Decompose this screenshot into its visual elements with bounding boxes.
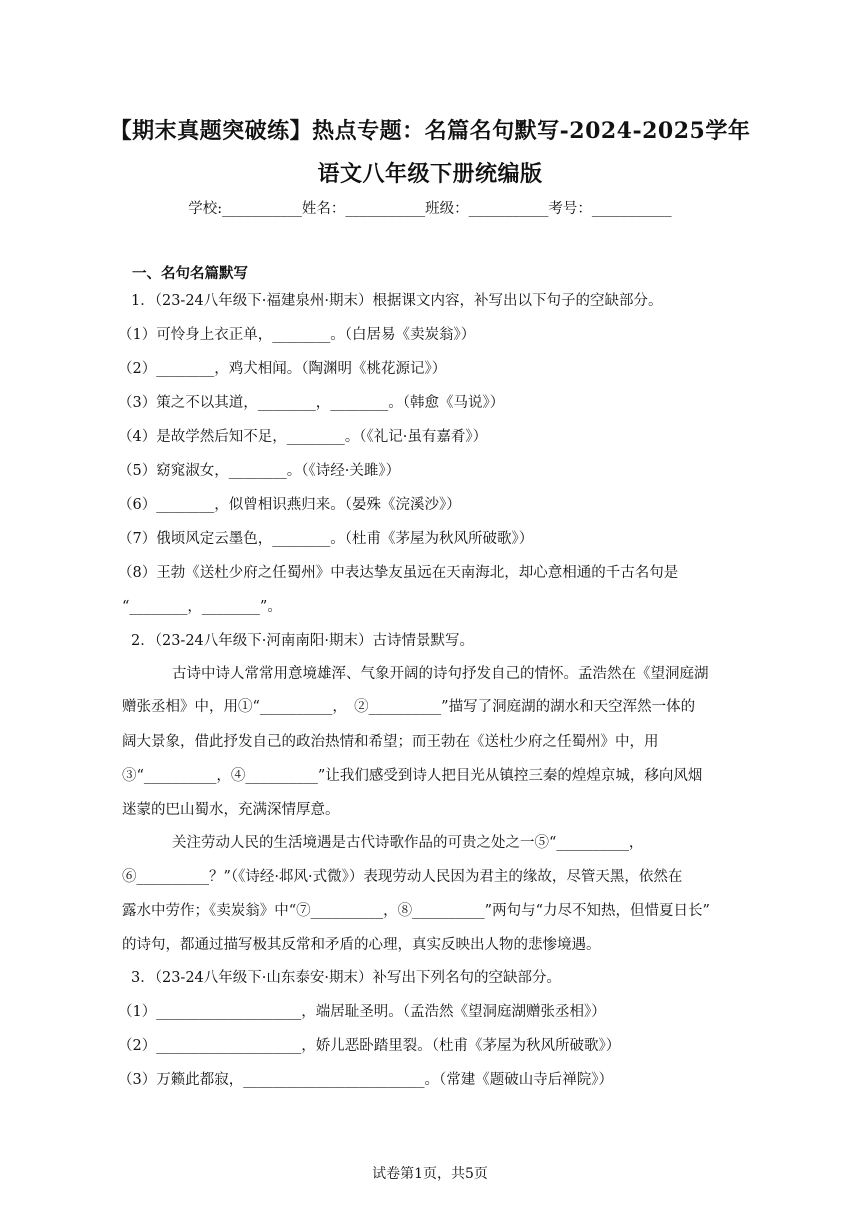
section-heading: 一、名句名篇默写 (132, 265, 248, 282)
question-2-line: 关注劳动人民的生活境遇是古代诗歌作品的可贵之处之一⑤“__________， (172, 835, 644, 851)
question-2-line: 阔大景象，借此抒发自己的政治热情和希望；而王勃在《送杜少府之任蜀州》中，用 (122, 734, 659, 750)
question-1-stem: 1．（23-24八年级下·福建泉州·期末）根据课文内容，补写出以下句子的空缺部分。 (131, 293, 663, 309)
page-footer: 试卷第1页，共5页 (372, 1166, 488, 1182)
question-1-item: （7）俄顷风定云墨色，________。（杜甫《茅屋为秋风所破歌》） (118, 531, 534, 547)
page-title: 【期末真题突破练】热点专题：名篇名句默写-2024-2025学年 (109, 118, 751, 144)
question-3-item: （2）____________________，娇儿恶卧踏里裂。（杜甫《茅屋为秋风所破歌》） (118, 1038, 621, 1054)
question-1-item: （5）窈窕淑女，________。（《诗经·关雎》） (118, 463, 401, 479)
question-2-line: 古诗中诗人常常用意境雄浑、气象开阔的诗句抒发自己的情怀。孟浩然在《望洞庭湖 (172, 666, 709, 682)
question-1-item: （6）________，似曾相识燕归来。（晏殊《浣溪沙》） (118, 497, 461, 513)
question-3-stem: 3．（23-24八年级下·山东泰安·期末）补写出下列名句的空缺部分。 (131, 970, 561, 986)
student-info-text: 学校:___________姓名：___________班级：___________考号：___________ (188, 201, 672, 217)
question-1-item: （4）是故学然后知不足，________。（《礼记·虽有嘉肴》） (118, 429, 488, 445)
question-2-line: ③“__________，④__________”让我们感受到诗人把目光从镇控三秦的煌煌京城，移向风烟 (122, 768, 703, 784)
question-2-line: 赠张丞相》中，用①“__________， ②__________”描写了洞庭湖的湖水和天空浑然一体的 (122, 699, 696, 715)
question-1-item: （3）策之不以其道，________，________。（韩愈《马说》） (118, 395, 505, 411)
question-1-item: （2）________，鸡犬相闻。（陶渊明《桃花源记》） (118, 361, 447, 377)
page-subtitle: 语文八年级下册统编版 (317, 161, 543, 187)
question-3-item: （3）万籁此都寂，_________________________。（常建《题破山寺后禅院》） (118, 1072, 613, 1088)
question-1-item: （1）可怜身上衣正单，________。（白居易《卖炭翁》） (118, 327, 476, 343)
question-3-item: （1）____________________，端居耻圣明。（孟浩然《望洞庭湖赠张丞相》） (118, 1004, 606, 1020)
question-2-line: ⑥__________？”（《诗经·邶风·式微》）表现劳动人民因为君主的缘故，尽管天黑，依然在 (122, 869, 683, 885)
question-2-line: 迷蒙的巴山蜀水，充满深情厚意。 (122, 802, 340, 818)
question-2-line: 的诗句，都通过描写极其反常和矛盾的心理，真实反映出人物的悲惨境遇。 (122, 937, 601, 953)
question-1-item: “________，________”。 (122, 599, 282, 615)
question-2-stem: 2．（23-24八年级下·河南南阳·期末）古诗情景默写。 (131, 633, 474, 649)
question-2-line: 露水中劳作；《卖炭翁》中“⑦__________，⑧__________”两句与“力尽不知热，但惜夏日长” (122, 903, 710, 919)
question-1-item: （8）王勃《送杜少府之任蜀州》中表达挚友虽远在天南海北，却心意相通的千古名句是 (118, 565, 679, 581)
student-info-line (0, 197, 860, 218)
